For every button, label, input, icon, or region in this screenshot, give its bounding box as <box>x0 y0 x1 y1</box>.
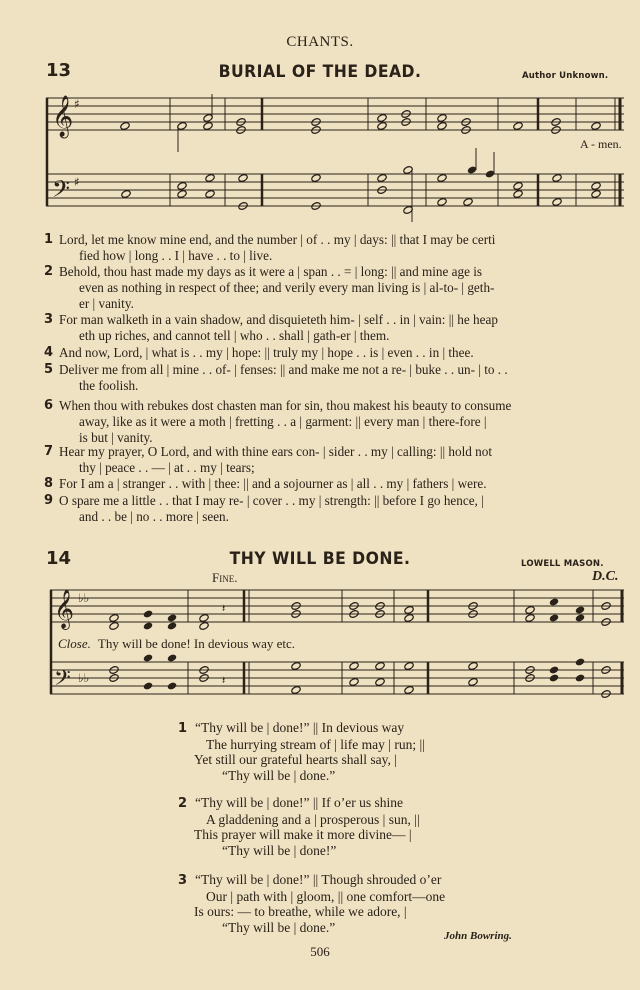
stanza-text: This prayer will make it more divine— | <box>194 827 412 842</box>
stanza-number: 3 <box>178 873 188 888</box>
svg-text:♯: ♯ <box>74 175 80 189</box>
verse-continuation: away, like as it were a moth | fretting . . a | garment: || every man | there-fore | <box>79 414 487 429</box>
stanza-number: 2 <box>178 796 188 811</box>
hymn-14-attribution: John Bowring. <box>444 930 512 942</box>
verse-number: 4 <box>44 345 54 360</box>
hymn-13-title: BURIAL OF THE DEAD. <box>218 62 422 82</box>
stanza-line <box>178 920 445 936</box>
verse-line: Hear my prayer, O Lord, and with thine ears con- | sider . . my | calling: || hold not <box>59 444 493 459</box>
verse-1 <box>44 232 624 264</box>
verse-number: 7 <box>44 444 54 459</box>
verse-number: 2 <box>44 264 54 279</box>
stanza-line <box>178 720 425 737</box>
verse-3 <box>44 312 624 344</box>
verse-continuation: even as nothing in respect of thee; and verily every man living is | al-to- | geth- <box>79 280 495 295</box>
hymn-14-title: THY WILL BE DONE. <box>229 549 411 569</box>
treble-clef-icon: 𝄞 <box>52 96 74 137</box>
verse-5 <box>44 362 624 394</box>
stanza-line <box>178 827 420 843</box>
verse-line: When thou with rebukes dost chasten man for sin, thou makest his beauty to consume <box>59 398 512 413</box>
stanza-text: Yet still our grateful hearts shall say, | <box>194 752 397 767</box>
svg-text:Close. Thy will be done! <box>58 636 295 651</box>
verse-line: For I am a | stranger . . with | thee: || and a sojourner as | all . . my | fathers | were. <box>59 476 487 491</box>
stanza-line <box>178 752 425 768</box>
stanza-text: “Thy will be | done!” <box>222 842 337 858</box>
hymn-14-music-score <box>0 584 640 704</box>
hymn-13-author: Author Unknown. <box>522 71 609 81</box>
stanza-line <box>178 768 425 784</box>
section-header: CHANTS. <box>286 34 354 50</box>
stanza-text: “Thy will be | done!” || Though shrouded o’er <box>195 872 442 887</box>
verse-continuation: is but | vanity. <box>79 430 153 445</box>
bass-clef-icon: 𝄢 <box>54 666 71 696</box>
verse-continuation: thy | peace . . — | at . . my | tears; <box>79 460 255 475</box>
stanza-line <box>178 737 425 753</box>
verse-continuation: er | vanity. <box>79 296 134 311</box>
svg-text:♭♭: ♭♭ <box>78 591 90 605</box>
dc-marking: D.C. <box>592 569 619 584</box>
stanza-text: “Thy will be | done!” || If o’er us shine <box>195 795 403 810</box>
hymn-14-number: 14 <box>46 548 72 569</box>
verse-continuation: eth up riches, and cannot tell | who . . shall | gath-er | them. <box>79 328 390 343</box>
stanza-line <box>178 872 445 889</box>
stanza-text: “Thy will be | done.” <box>222 767 336 783</box>
stanza-line <box>178 904 445 920</box>
fine-marking: Fine. <box>212 570 238 585</box>
stanza-line <box>178 843 420 859</box>
stanza-text: “Thy will be | done.” <box>222 919 336 935</box>
verse-4 <box>44 345 624 361</box>
bass-clef-icon: 𝄢 <box>52 175 71 208</box>
verse-continuation: the foolish. <box>79 378 139 393</box>
stanza-1 <box>178 720 425 783</box>
svg-text:♯: ♯ <box>74 97 80 111</box>
close-label: Close. <box>58 636 91 651</box>
verse-line: O spare me a little . . that I may re- | cover . . my | strength: || before I go hence, | <box>59 493 484 508</box>
verse-6 <box>44 398 624 446</box>
treble-clef-icon: 𝄞 <box>54 589 75 629</box>
stanza-3 <box>178 872 445 935</box>
verse-8 <box>44 476 624 492</box>
svg-text:𝄽: 𝄽 <box>222 602 226 615</box>
verse-continuation: fied how | long . . I | have . . to | live. <box>79 248 273 263</box>
stanza-text: Is ours: — to breathe, while we adore, | <box>194 904 407 919</box>
verse-line: Behold, thou hast made my days as it were a | span . . = | long: || and mine age is <box>59 264 483 279</box>
verse-number: 1 <box>44 232 54 247</box>
verse-number: 6 <box>44 398 54 413</box>
hymn-13-music-score <box>0 88 640 228</box>
hymn-14-author: LOWELL MASON. <box>521 559 604 569</box>
stanza-line <box>178 812 420 828</box>
stanza-number: 1 <box>178 721 188 736</box>
amen-lyric: A - men. <box>580 137 622 151</box>
svg-text:♭♭: ♭♭ <box>78 671 90 685</box>
verse-number: 9 <box>44 493 54 508</box>
verse-9 <box>44 493 624 525</box>
stanza-text: The hurrying stream of | life may | run; || <box>206 736 425 752</box>
verse-number: 3 <box>44 312 54 327</box>
verse-line: Deliver me from all | mine . . of- | fenses: || and make me not a re- | buke . . un- | to . . <box>59 362 508 377</box>
stanza-text: Our | path with | gloom, || one comfort—one <box>206 888 446 904</box>
verse-continuation: and . . be | no . . more | seen. <box>79 509 229 524</box>
verse-line: And now, Lord, | what is . . my | hope: || truly my | hope . . is | even . . in | thee. <box>59 345 474 360</box>
verse-2 <box>44 264 624 312</box>
verse-line: Lord, let me know mine end, and the number | of . . my | days: || that I may be certi <box>59 232 496 247</box>
stanza-line <box>178 889 445 905</box>
stanza-line <box>178 795 420 812</box>
hymn-13-number: 13 <box>46 60 72 81</box>
stanza-text: A gladdening and a | prosperous | sun, || <box>206 811 420 827</box>
stanza-text: “Thy will be | done!” || In devious way <box>195 720 405 735</box>
page-number: 506 <box>310 944 330 959</box>
verse-line: For man walketh in a vain shadow, and disquieteth him- | self . . in | vain: || he heap <box>59 312 498 327</box>
svg-text:𝄽: 𝄽 <box>222 674 226 687</box>
stanza-2 <box>178 795 420 858</box>
verse-7 <box>44 444 624 476</box>
verse-number: 8 <box>44 476 54 491</box>
verse-number: 5 <box>44 362 54 377</box>
close-lyric: Thy will be done! In devious way etc. <box>97 636 296 651</box>
